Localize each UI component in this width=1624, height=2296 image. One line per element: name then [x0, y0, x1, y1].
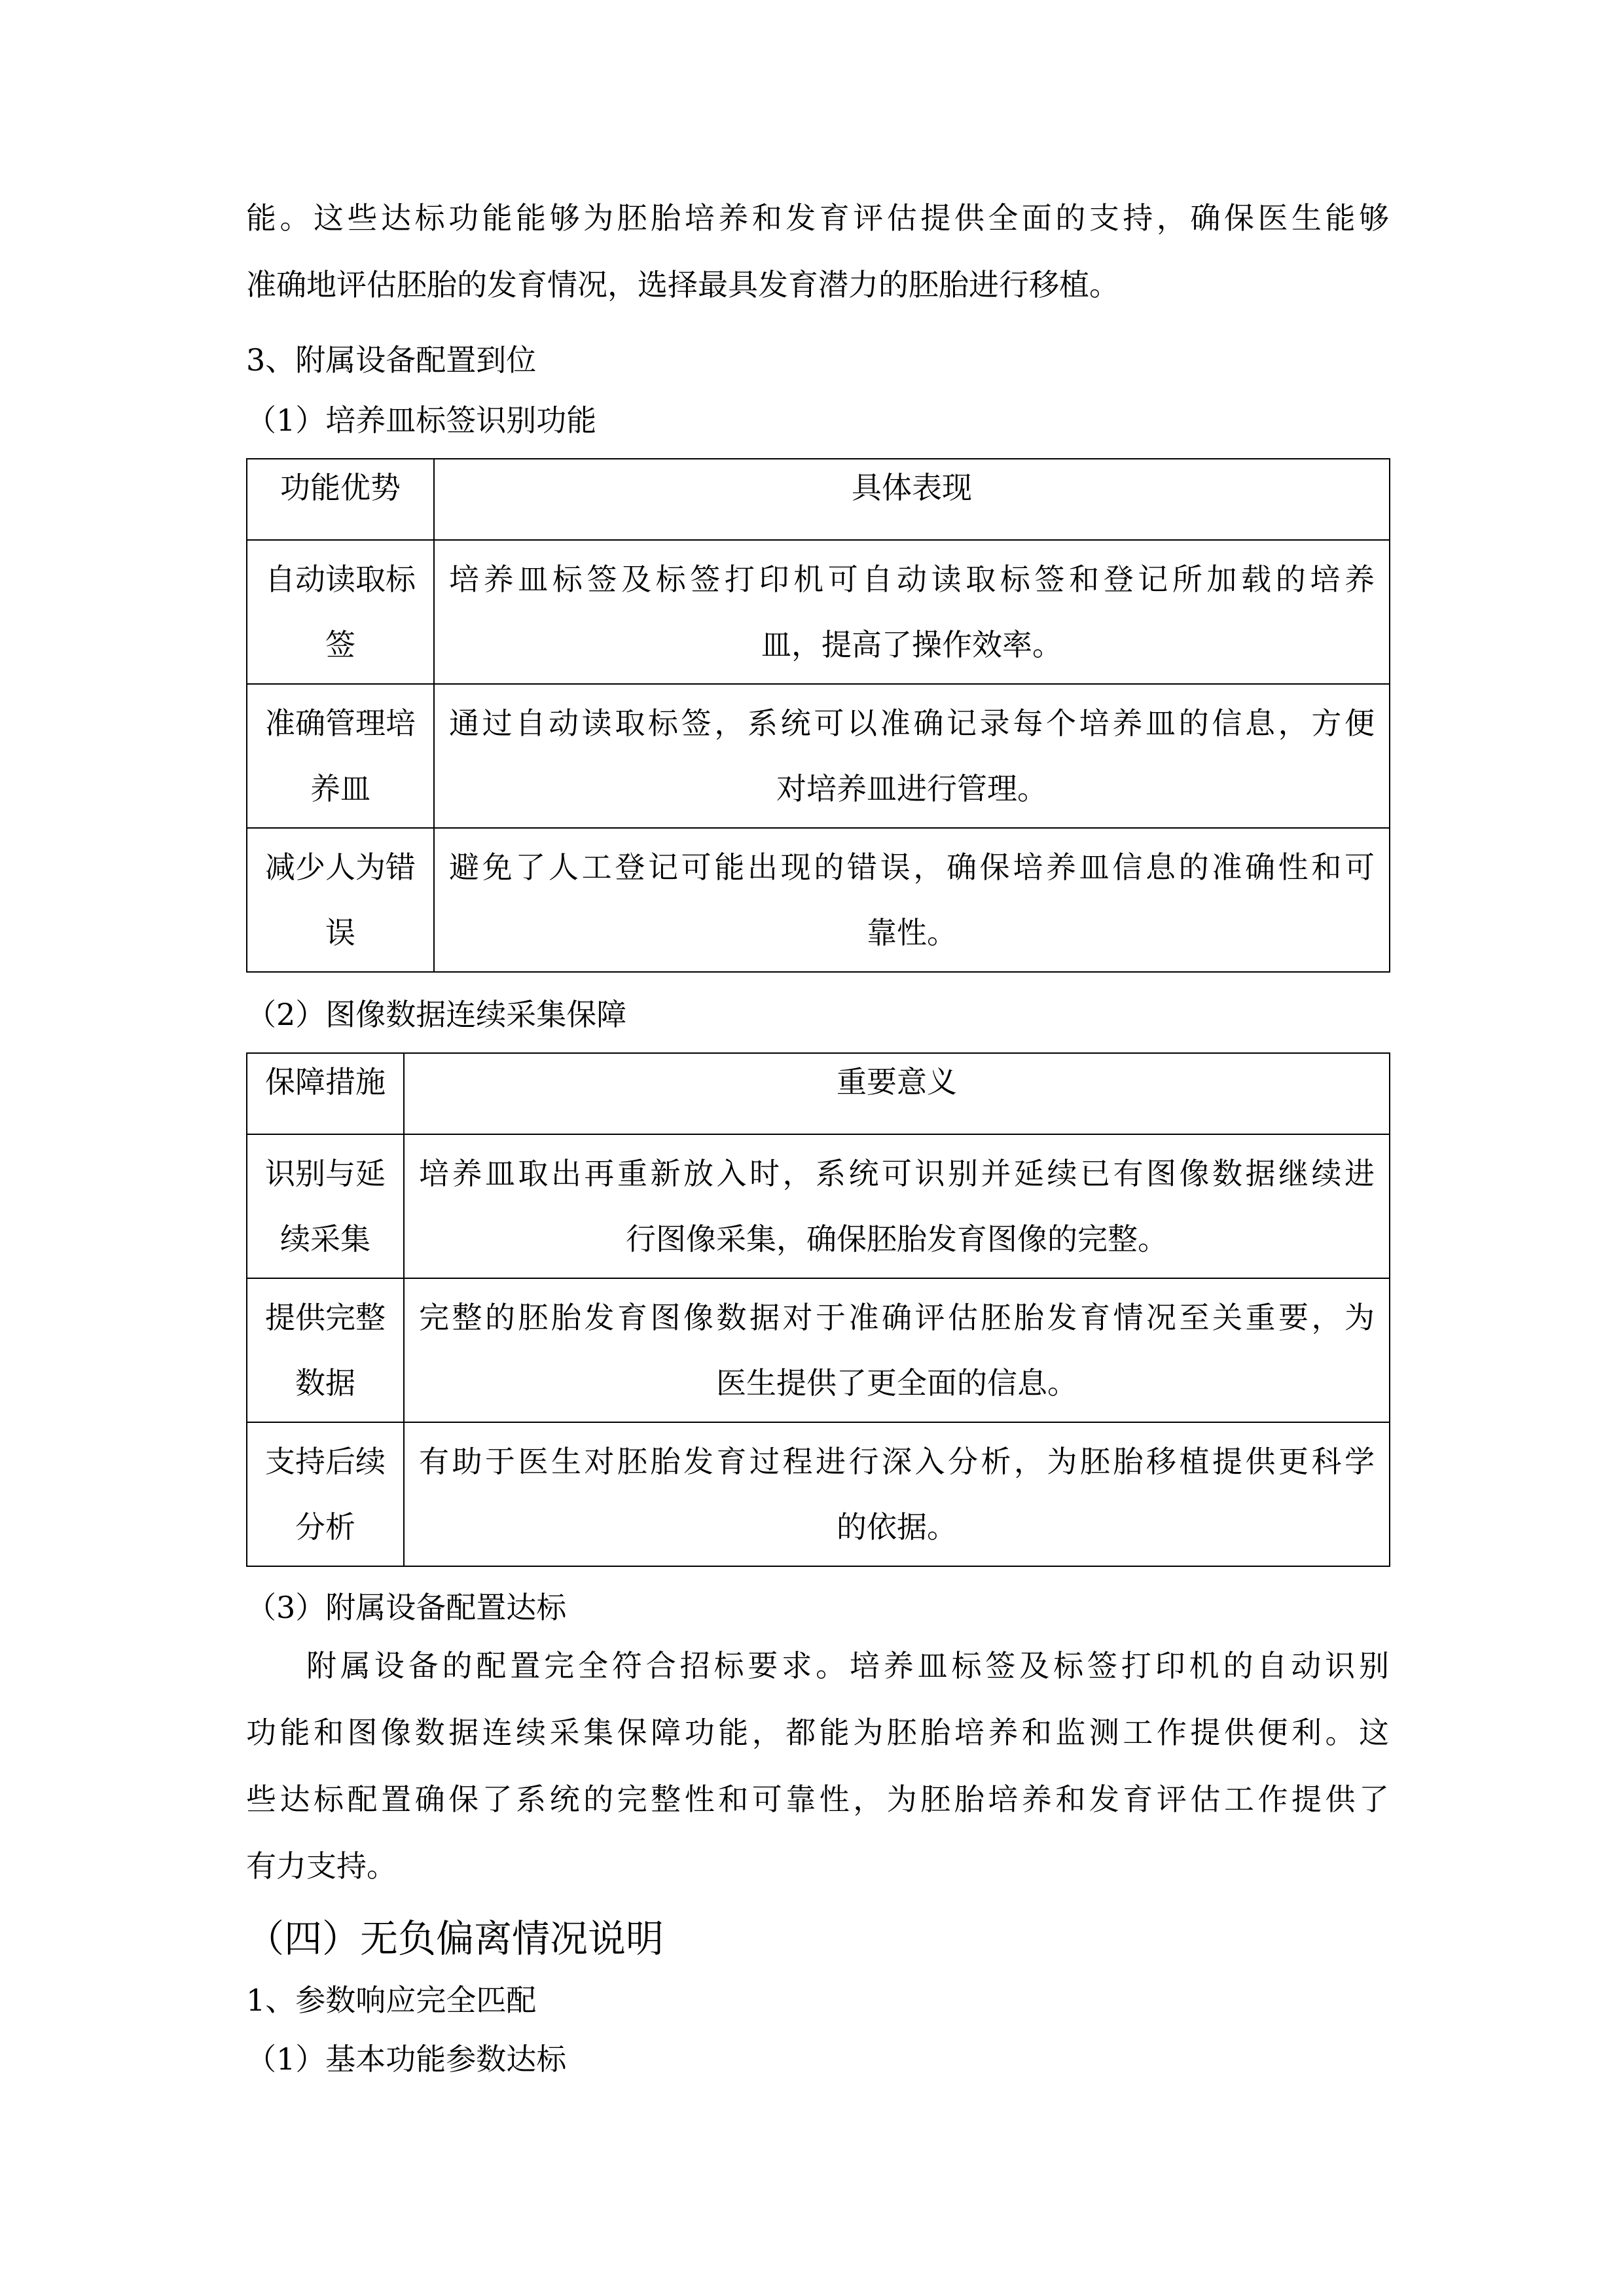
subsection-heading: （1）培养皿标签识别功能 — [246, 403, 597, 438]
paragraph-line: 准确地评估胚胎的发育情况，选择最具发育潜力的胚胎进行移植。 — [246, 267, 1119, 302]
subsection-heading: （1）基本功能参数达标 — [246, 2041, 567, 2077]
subsection-heading: （2）图像数据连续采集保障 — [246, 997, 627, 1032]
section-title: （四）无负偏离情况说明 — [246, 1916, 664, 1961]
table-row — [247, 684, 1390, 828]
row-label-cell: 支持后续 分析 — [247, 1422, 404, 1566]
table-row — [247, 540, 1390, 684]
section-heading: 3、附属设备配置到位 — [246, 342, 537, 378]
subsection-heading: （3）附属设备配置达标 — [246, 1590, 567, 1625]
row-desc-cell: 通过自动读取标签，系统可以准确记录每个培养皿的信息，方便 对培养皿进行管理。 — [434, 684, 1390, 828]
table-header-row — [247, 1053, 1390, 1134]
paragraph-line: 功能和图像数据连续采集保障功能，都能为胚胎培养和监测工作提供便利。这 — [246, 1715, 1389, 1750]
table-row — [247, 1278, 1390, 1422]
paragraph-line: 有力支持。 — [246, 1848, 397, 1884]
table-header-cell: 功能优势 — [247, 459, 434, 540]
label-recognition-table — [246, 458, 1390, 973]
image-data-table — [246, 1052, 1390, 1567]
row-label-cell: 减少人为错 误 — [247, 828, 434, 972]
row-label-cell: 自动读取标 签 — [247, 540, 434, 684]
row-desc-cell: 培养皿取出再重新放入时，系统可识别并延续已有图像数据继续进 行图像采集，确保胚胎发育图像的完整。 — [404, 1134, 1390, 1278]
table-header-cell: 具体表现 — [434, 459, 1390, 540]
row-label-cell: 识别与延 续采集 — [247, 1134, 404, 1278]
section-heading: 1、参数响应完全匹配 — [246, 1982, 537, 2018]
row-desc-cell: 完整的胚胎发育图像数据对于准确评估胚胎发育情况至关重要，为 医生提供了更全面的信息。 — [404, 1278, 1390, 1422]
row-desc-cell: 避免了人工登记可能出现的错误，确保培养皿信息的准确性和可 靠性。 — [434, 828, 1390, 972]
table-header-cell: 重要意义 — [404, 1053, 1390, 1134]
row-label-cell: 准确管理培 养皿 — [247, 684, 434, 828]
row-desc-cell: 有助于医生对胚胎发育过程进行深入分析，为胚胎移植提供更科学 的依据。 — [404, 1422, 1390, 1566]
body-paragraph — [246, 1632, 1389, 1899]
table-row — [247, 1134, 1390, 1278]
table-header-row — [247, 459, 1390, 540]
row-desc-cell: 培养皿标签及标签打印机可自动读取标签和登记所加载的培养 皿，提高了操作效率。 — [434, 540, 1390, 684]
table-header-cell: 保障措施 — [247, 1053, 404, 1134]
paragraph-line: 附属设备的配置完全符合招标要求。培养皿标签及标签打印机的自动识别 — [306, 1648, 1389, 1683]
table-row — [247, 1422, 1390, 1566]
row-label-cell: 提供完整 数据 — [247, 1278, 404, 1422]
intro-paragraph — [246, 185, 1389, 318]
table-row — [247, 828, 1390, 972]
paragraph-line: 能。这些达标功能能够为胚胎培养和发育评估提供全面的支持，确保医生能够 — [246, 200, 1389, 236]
paragraph-line: 些达标配置确保了系统的完整性和可靠性，为胚胎培养和发育评估工作提供了 — [246, 1782, 1389, 1817]
